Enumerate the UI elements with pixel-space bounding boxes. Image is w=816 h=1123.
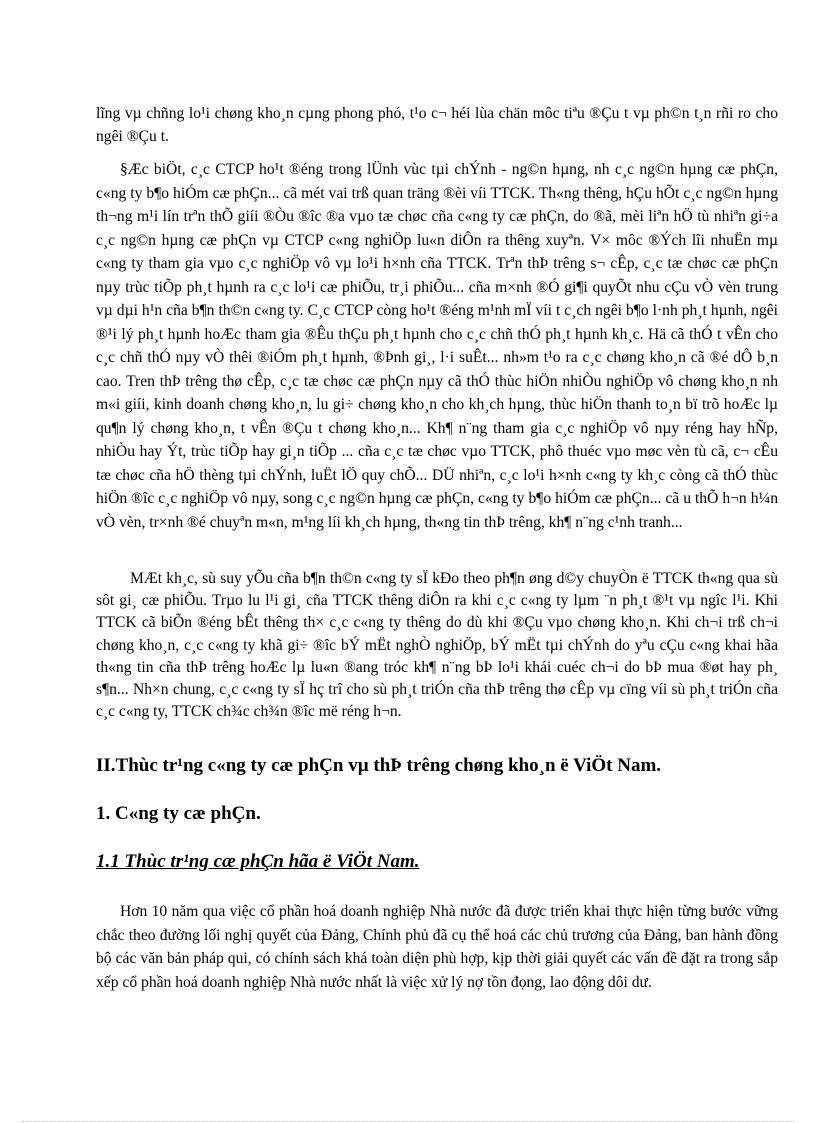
subsubsection-heading: 1.1 Thùc tr¹ng cæ phÇn hãa ë ViÖt Nam.: [96, 851, 420, 872]
paragraph-intro-continuation: lĩng vµ chñng lo¹i chøng kho¸n cµng phong phó, t¹o c¬ héi lùa chän môc tiªu ®Çu t vµ ph©n t¸n rñi ro cho ngêi ®Çu t.: [96, 105, 778, 145]
section-heading: II.Thùc tr¹ng c«ng ty cæ phÇn vµ thÞ trêng chøng kho¸n ë ViÖt Nam.: [96, 755, 662, 776]
page-bottom-divider: [22, 1121, 794, 1122]
subsection-heading: 1. C«ng ty cæ phÇn.: [96, 803, 261, 824]
paragraph-financial-sector: §Æc biÖt, c¸c CTCP ho¹t ®éng trong lÜnh vùc tµi chÝnh - ng©n hµng, nh c¸c ng©n hµng cæ phÇn, c«ng ty b¶o hiÓm cæ phÇn... cã mét vai trß quan träng ®èi víi TTCK. Th«ng thêng, hÇu hÕt c¸c ng©n hµng th¬ng m¹i lín trªn thÕ giíi ®Òu ®îc ®a vµo tæ chøc cña c«ng ty cæ phÇn, do ®ã, mèi liªn hÖ tù nhiªn gi÷a c¸c ng©n hµng cæ phÇn vµ CTCP c«ng nghiÖp lu«n diÔn ra thêng xuyªn. V× môc ®Ých lîi nhuËn mµ c«ng ty tham gia vµo c¸c nghiÖp vô vµ lo¹i h×nh cña TTCK. Trªn thÞ trêng s¬ cÊp, c¸c tæ chøc cæ phÇn nµy trùc tiÕp ph¸t hµnh ra c¸c lo¹i cæ phiÕu, tr¸i phiÕu... cña m×nh ®Ó gi¶i quyÕt nhu cÇu vÒ vèn trung vµ dµi h¹n cña b¶n th©n c«ng ty. C¸c CTCP còng ho¹t ®éng m¹nh mÏ víi t c¸ch ngêi b¶o l·nh ph¸t hµnh, ngêi ®¹i lý ph¸t hµnh hoÆc tham gia ®Êu thÇu ph¸t hµnh cho c¸c chñ thÓ ph¸t hµnh kh¸c. Hä cã thÓ t vÊn cho c¸c chñ thÓ nµy vÒ thêi ®iÓm ph¸t hµnh, ®Þnh gi¸, l·i suÊt... nh»m t¹o ra c¸c chøng kho¸n cã ®é dÔ b¸n cao. Tren thÞ trêng thø cÊp, c¸c tæ chøc cæ phÇn nµy cã thÓ thùc hiÖn nhiÒu nghiÖp vô chøng kho¸n nh m«i giíi, kinh doanh chøng kho¸n, lu gi÷ chøng kho¸n cho kh¸ch hµng, thùc hiÖn thanh to¸n bï trõ hoÆc lµ qu¶n lý chøng kho¸n, t vÊn ®Çu t chøng kho¸n... Kh¶ n¨ng tham gia c¸c nghiÖp vô nµy réng hay hÑp, nhiÒu hay Ýt, trùc tiÕp hay gi¸n tiÕp ... cña c¸c tæ chøc vµo TTCK, phô thuéc vµo møc vèn tù cã, c¬ cÊu tæ chøc cña hÖ thèng tµi chÝnh, luËt lÖ quy chÕ... DÜ nhiªn, c¸c lo¹i h×nh c«ng ty kh¸c còng cã thÓ thùc hiÖn ®îc c¸c nghiÖp vô nµy, song c¸c ng©n hµng cæ phÇn, c«ng ty b¶o hiÓm cæ phÇn... cã u thÕ h¬n h¼n vÒ vèn, tr×nh ®é chuyªn m«n, m¹ng líi kh¸ch hµng, th«ng tin thÞ trêng, kh¶ n¨ng c¹nh tranh...: [96, 161, 778, 531]
paragraph-company-weakness: MÆt kh¸c, sù suy yÕu cña b¶n th©n c«ng ty sÏ kÐo theo ph¶n øng d©y chuyÒn ë TTCK th«ng qua sù sôt gi¸ cæ phiÕu. Trµo lu l¹i gi¸ cña TTCK thêng diÔn ra khi c¸c c«ng ty lµm ¨n ph¸t ®¹t vµ ngîc l¹i. Khi TTCK cã biÕn ®éng bÊt thêng th× c¸c c«ng ty thêng do dù khi ®Çu vµo chøng kho¸n. Khi ch¬i trß ch¬i chøng kho¸n, c¸c c«ng ty khã gi÷ ®îc bÝ mËt nghÒ nghiÖp, bÝ mËt tµi chÝnh do yªu cÇu c«ng khai hãa th«ng tin cña thÞ trêng hoÆc lµ lu«n ®ang tróc kh¶ n¨ng bÞ lo¹i khái cuéc ch¬i do bÞ mua ®øt hay ph¸ s¶n... Nh×n chung, c¸c c«ng ty sÏ hç trî cho sù ph¸t triÓn cña thÞ trêng thø cÊp vµ cïng víi sù ph¸t triÓn cña c¸c c«ng ty, TTCK ch¾c ch¾n ®îc më réng h¬n.: [96, 570, 778, 721]
paragraph-equitization: Hơn 10 năm qua việc cổ phần hoá doanh nghiệp Nhà nước đã được triển khai thực hiện từng bước vững chắc theo đường lối nghị quyết của Đảng, Chính phủ đã cụ thể hoá các chủ trương của Đảng, ban hành đồng bộ các văn bản pháp qui, có chính sách khá toàn diện phù hợp, kịp thời giải quyết các vấn đề đặt ra trong sắp xếp cổ phần hoá doanh nghiệp Nhà nước nhất là việc xử lý nợ tồn đọng, lao động dôi dư.: [96, 903, 778, 991]
